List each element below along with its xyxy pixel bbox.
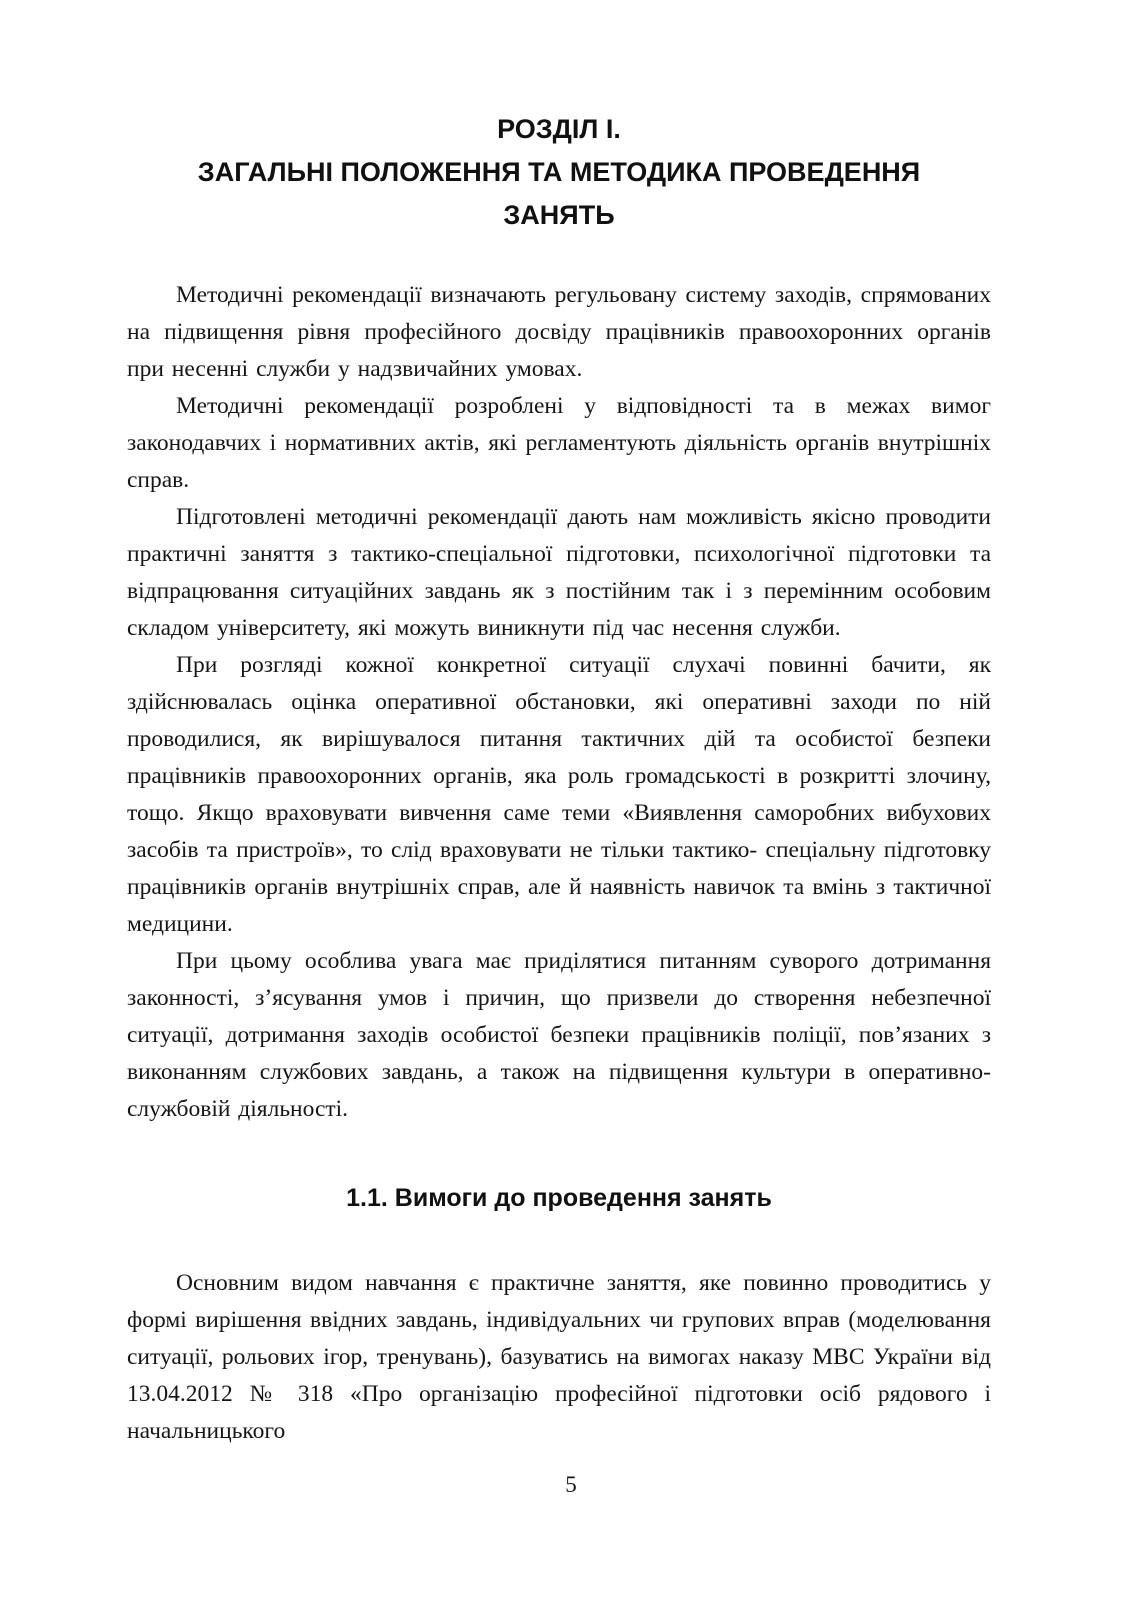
body-text (127, 277, 991, 1128)
page-content (127, 0, 991, 1450)
chapter-title (127, 108, 991, 237)
paragraph: Підготовлені методичні рекомендації дають нам можливість якісно проводити практичні заняття з тактико-спеціальної підготовки, психологічної підготовки та відпрацювання ситуаційних завдань як з постійним так і з перемінним особовим складом університету, які можуть виникнути під час несення служби. (127, 504, 991, 641)
paragraph: Методичні рекомендації розроблені у відповідності та в межах вимог законодавчих і нормативних актів, які регламентують діяльність органів внутрішніх справ. (127, 393, 991, 493)
paragraph: При цьому особлива увага має приділятися питанням суворого дотримання законності, з’ясування умов і причин, що призвели до створення небезпечної ситуації, дотримання заходів особистої безпеки працівників поліції, пов’язаних з виконанням службових завдань, а також на підвищення культури в оперативно-службовій діяльності. (127, 948, 991, 1122)
paragraph: При розгляді кожної конкретної ситуації слухачі повинні бачити, як здійснювалась оцінка оперативної обстановки, які оперативні заходи по ній проводилися, як вирішувалося питання тактичних дій та особистої безпеки працівників правоохоронних органів, яка роль громадськості в розкритті злочину, тощо. Якщо враховувати вивчення саме теми «Виявлення саморобних вибухових засобів та пристроїв», то слід враховувати не тільки тактико- спеціальну підготовку працівників органів внутрішніх справ, але й наявність навичок та вмінь з тактичної медицини. (127, 652, 991, 937)
chapter-title-line2: ЗАГАЛЬНІ ПОЛОЖЕННЯ ТА МЕТОДИКА ПРОВЕДЕННЯ (197, 157, 921, 187)
page-number: 5 (565, 1472, 577, 1497)
section-body-text (127, 1265, 991, 1450)
chapter-title-line1: РОЗДІЛ І. (497, 114, 621, 144)
paragraph: Основним видом навчання є практичне заняття, яке повинно проводитись у формі вирішення ввідних завдань, індивідуальних чи групових вправ (моделювання ситуації, рольових ігор, тренувань), базуватись на вимогах наказу МВС України від 13.04.2012 № 318 «Про організацію професійної підготовки осіб рядового і начальницького (127, 1270, 991, 1444)
paragraph: Методичні рекомендації визначають регульовану систему заходів, спрямованих на підвищення рівня професійного досвіду працівників правоохоронних органів при несенні служби у надзвичайних умовах. (127, 282, 991, 382)
section-heading: 1.1. Вимоги до проведення занять (346, 1184, 772, 1212)
chapter-title-line3: ЗАНЯТЬ (503, 200, 615, 230)
